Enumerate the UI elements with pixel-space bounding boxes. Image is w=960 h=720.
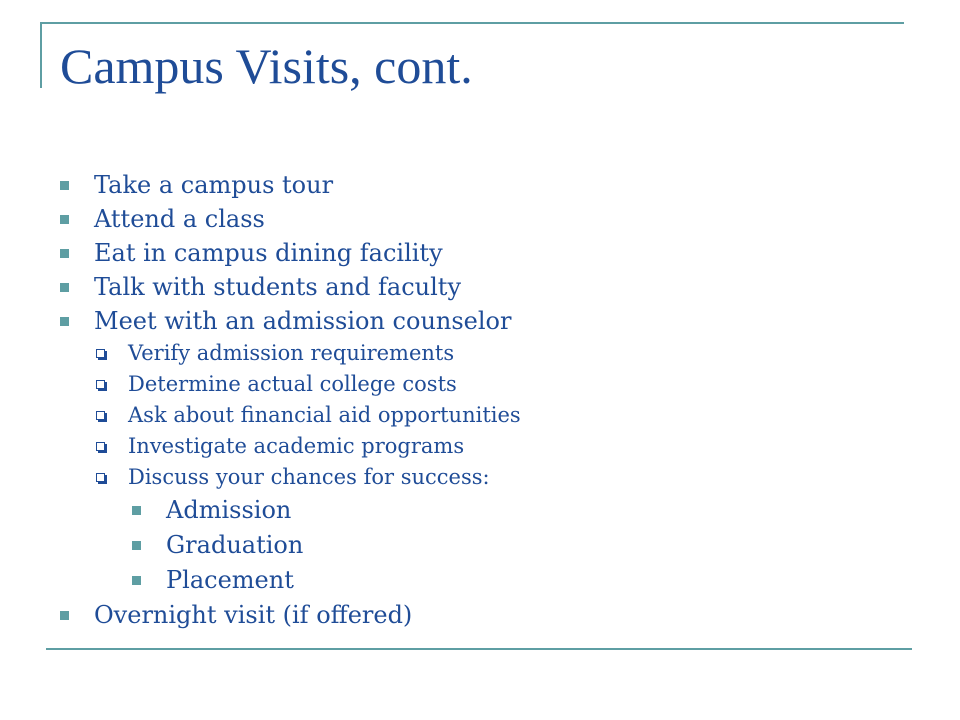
sub-bullet-text: Verify admission requirements: [128, 341, 455, 365]
sub-sub-bullet-text: Admission: [166, 496, 292, 524]
sub-bullet-item: [58, 400, 918, 431]
bullet-item: [58, 270, 918, 304]
bullet-item: [58, 304, 918, 338]
sub-bullet-text: Discuss your chances for success:: [128, 465, 490, 489]
hollow-square-bullet-icon: [96, 349, 105, 358]
square-bullet-icon: [132, 541, 141, 550]
bullet-item: [58, 202, 918, 236]
bullet-text: Eat in campus dining facility: [94, 239, 443, 267]
bullet-list: [58, 168, 918, 632]
bullet-text: Meet with an admission counselor: [94, 307, 512, 335]
square-bullet-icon: [132, 576, 141, 585]
bullet-text: Take a campus tour: [94, 171, 334, 199]
hollow-square-bullet-icon: [96, 380, 105, 389]
bullet-item: [58, 598, 918, 632]
sub-bullet-text: Determine actual college costs: [128, 372, 457, 396]
square-bullet-icon: [60, 249, 69, 258]
sub-bullet-text: Investigate academic programs: [128, 434, 465, 458]
sub-bullet-text: Ask about financial aid opportunities: [128, 403, 521, 427]
sub-sub-bullet-item: [58, 493, 918, 528]
frame-bottom-rule: [46, 648, 912, 650]
frame-left-rule: [40, 22, 42, 88]
hollow-square-bullet-icon: [96, 473, 105, 482]
bullet-text: Talk with students and faculty: [94, 273, 462, 301]
bullet-item: [58, 168, 918, 202]
sub-sub-bullet-text: Placement: [166, 566, 294, 594]
square-bullet-icon: [60, 283, 69, 292]
sub-sub-bullet-text: Graduation: [166, 531, 304, 559]
square-bullet-icon: [60, 611, 69, 620]
bullet-text: Overnight visit (if offered): [94, 601, 413, 629]
sub-sub-bullet-item: [58, 563, 918, 598]
hollow-square-bullet-icon: [96, 442, 105, 451]
square-bullet-icon: [60, 181, 69, 190]
frame-top-rule: [40, 22, 904, 24]
square-bullet-icon: [60, 215, 69, 224]
sub-sub-bullet-item: [58, 528, 918, 563]
slide-title: Campus Visits, cont.: [60, 38, 473, 94]
hollow-square-bullet-icon: [96, 411, 105, 420]
square-bullet-icon: [60, 317, 69, 326]
bullet-item: [58, 236, 918, 270]
sub-bullet-item: [58, 338, 918, 369]
square-bullet-icon: [132, 506, 141, 515]
sub-bullet-item: [58, 369, 918, 400]
sub-bullet-item: [58, 462, 918, 493]
sub-bullet-item: [58, 431, 918, 462]
bullet-text: Attend a class: [94, 205, 265, 233]
